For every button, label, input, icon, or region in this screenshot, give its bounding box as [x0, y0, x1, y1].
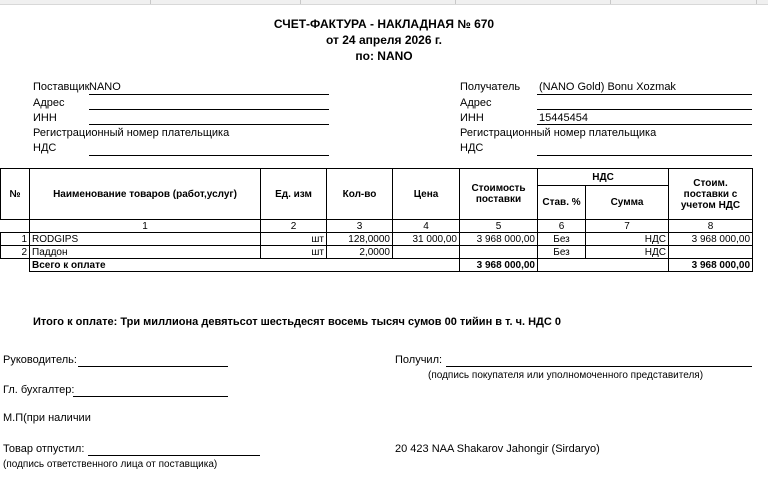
row-name: RODGIPS — [30, 233, 261, 246]
invoice-for: по: NANO — [355, 49, 413, 63]
column-numbers-row — [1, 220, 753, 233]
header-vat-sum: Сумма — [586, 186, 669, 220]
director-signature-line — [78, 366, 228, 367]
released-signature-line — [88, 455, 260, 456]
column-number-blank — [1, 220, 30, 233]
total-in-words: Итого к оплате: Три миллиона девятьсот шестьдесят восемь тысяч сумов 00 тийин в т. ч. НДС 0 — [33, 316, 562, 328]
row-unit: шт — [261, 246, 327, 259]
recipient-value: (NANO Gold) Bonu Xozmak — [539, 81, 676, 93]
row-num: 2 — [1, 246, 30, 259]
column-number: 6 — [538, 220, 586, 233]
header-price: Цена — [393, 169, 460, 220]
received-signature-line — [446, 366, 752, 367]
row-cost: 3 968 000,00 — [460, 233, 538, 246]
row-vat-sum: НДС — [586, 233, 669, 246]
total-blank — [1, 259, 30, 272]
row-vat-rate: Без — [538, 246, 586, 259]
supplier-address-label: Адрес — [33, 97, 65, 109]
column-number: 2 — [261, 220, 327, 233]
released-label: Товар отпустил: — [3, 443, 85, 455]
accountant-label: Гл. бухгалтер: — [3, 384, 75, 396]
recipient-address-line — [537, 109, 752, 110]
column-marker — [455, 0, 456, 4]
total-cost: 3 968 000,00 — [460, 259, 538, 272]
column-number: 8 — [669, 220, 753, 233]
column-number: 1 — [30, 220, 261, 233]
header-unit: Ед. изм — [261, 169, 327, 220]
header-vat-rate: Став. % — [538, 186, 586, 220]
supplier-regnum-label: Регистрационный номер плательщика — [33, 127, 230, 139]
recipient-regnum-label: Регистрационный номер плательщика — [460, 127, 657, 139]
total-with-vat: 3 968 000,00 — [669, 259, 753, 272]
total-vat-blank — [538, 259, 669, 272]
recipient-inn-value: 15445454 — [539, 112, 588, 124]
column-marker — [610, 0, 611, 4]
row-price: 31 000,00 — [393, 233, 460, 246]
received-label: Получил: — [395, 354, 443, 366]
column-marker — [150, 0, 151, 4]
supplier-inn-line — [89, 124, 329, 125]
supplier-vat-line — [89, 155, 329, 156]
supplier-address-line — [89, 109, 329, 110]
invoice-table — [0, 168, 753, 272]
column-marker — [756, 0, 757, 4]
column-number: 5 — [460, 220, 538, 233]
supplier-value: NANO — [89, 81, 121, 93]
recipient-inn-label: ИНН — [460, 112, 484, 124]
column-number: 7 — [586, 220, 669, 233]
table-header-row — [1, 169, 753, 186]
row-total — [669, 246, 753, 259]
total-row — [1, 259, 753, 272]
received-note: (подпись покупателя или уполномоченного представителя) — [428, 370, 704, 381]
row-vat-rate: Без — [538, 233, 586, 246]
row-unit: шт — [261, 233, 327, 246]
row-qty: 128,0000 — [327, 233, 393, 246]
table-row — [1, 233, 753, 246]
supplier-line — [89, 94, 329, 95]
column-marker — [300, 0, 301, 4]
row-qty: 2,0000 — [327, 246, 393, 259]
director-label: Руководитель: — [3, 354, 77, 366]
header-num: № — [1, 169, 30, 220]
accountant-signature-line — [73, 396, 228, 397]
column-number: 3 — [327, 220, 393, 233]
proxy-text: 20 423 NAA Shakarov Jahongir (Sirdaryo) — [395, 443, 600, 455]
recipient-label: Получатель — [460, 81, 521, 93]
row-total: 3 968 000,00 — [669, 233, 753, 246]
row-vat-sum: НДС — [586, 246, 669, 259]
supplier-label: Поставщик — [33, 81, 90, 93]
header-cost: Стоимость поставки — [460, 169, 538, 220]
header-vat: НДС — [538, 169, 669, 186]
header-name: Наименование товаров (работ,услуг) — [30, 169, 261, 220]
row-cost — [460, 246, 538, 259]
row-num: 1 — [1, 233, 30, 246]
recipient-inn-line — [537, 124, 752, 125]
recipient-address-label: Адрес — [460, 97, 492, 109]
total-label: Всего к оплате — [30, 259, 460, 272]
header-qty: Кол-во — [327, 169, 393, 220]
supplier-vat-label: НДС — [33, 142, 57, 154]
recipient-vat-label: НДС — [460, 142, 484, 154]
stamp-label: М.П(при наличии — [3, 412, 91, 424]
table-row — [1, 246, 753, 259]
row-name: Паддон — [30, 246, 261, 259]
invoice-date: от 24 апреля 2026 г. — [326, 33, 442, 47]
released-note: (подпись ответственного лица от поставщика) — [3, 459, 218, 470]
invoice-title: СЧЕТ-ФАКТУРА - НАКЛАДНАЯ № 670 — [273, 17, 495, 31]
supplier-inn-label: ИНН — [33, 112, 57, 124]
spreadsheet-top-bar — [0, 0, 768, 5]
header-total: Стоим. поставки с учетом НДС — [669, 169, 753, 220]
recipient-line — [537, 94, 752, 95]
recipient-vat-line — [537, 155, 752, 156]
row-price — [393, 246, 460, 259]
column-number: 4 — [393, 220, 460, 233]
